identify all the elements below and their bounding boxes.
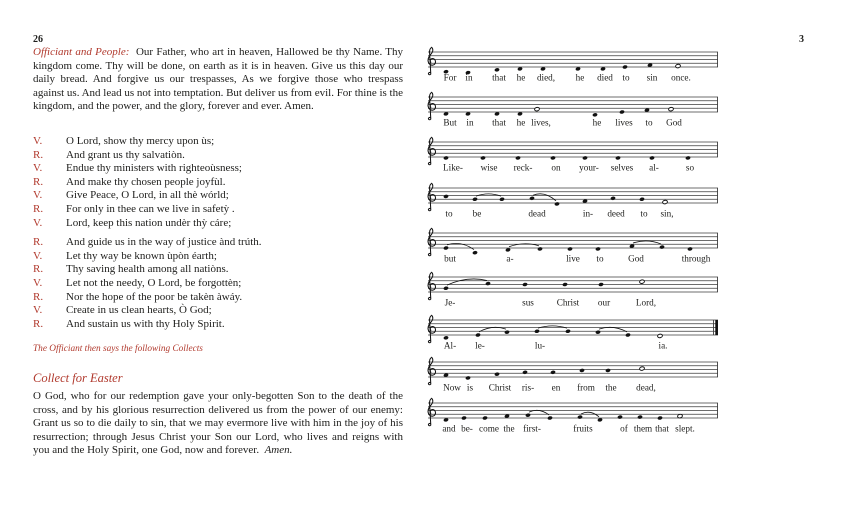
lyric-syllable: God xyxy=(628,253,644,264)
quarter-note xyxy=(443,336,449,341)
chant-staff-3 xyxy=(422,130,722,175)
quarter-note xyxy=(637,415,643,420)
versicle-text: For only in thee can we live in safetỳ . xyxy=(66,202,235,215)
quarter-note xyxy=(619,110,625,115)
treble-clef-icon xyxy=(428,92,436,119)
page-number-left: 26 xyxy=(33,34,43,45)
lyric-syllable: that xyxy=(492,72,506,83)
lyric-syllable: first- xyxy=(523,423,541,434)
lyric-syllable: come xyxy=(479,423,499,434)
slur xyxy=(533,194,556,201)
lyric-syllable: in xyxy=(465,72,473,83)
versicle-speaker: V. xyxy=(33,304,43,317)
lyric-syllable: he xyxy=(516,72,526,83)
versicle-speaker: V. xyxy=(33,276,43,289)
versicle-text: Thy saving health among all natiòns. xyxy=(66,263,229,276)
half-note xyxy=(668,107,674,112)
chant-staff-6 xyxy=(422,265,722,310)
treble-clef-icon xyxy=(428,398,436,425)
versicle-text: And sustain us with thy Holy Spirit. xyxy=(66,317,225,330)
lyric-syllable: le- xyxy=(475,340,485,351)
quarter-note xyxy=(522,370,528,375)
quarter-note xyxy=(550,370,556,375)
lyric-syllable: so xyxy=(685,162,695,173)
lyric-syllable: be xyxy=(472,208,482,219)
quarter-note xyxy=(565,329,571,334)
quarter-note xyxy=(537,247,543,252)
lyric-syllable: and xyxy=(442,423,456,434)
lyric-syllable: God xyxy=(666,117,682,128)
lyric-syllable: he xyxy=(575,72,585,83)
quarter-note xyxy=(598,282,604,287)
quarter-note xyxy=(461,416,467,421)
lyric-syllable: Al- xyxy=(443,340,457,351)
lyric-syllable: is xyxy=(466,382,474,393)
lyric-syllable: the xyxy=(605,382,617,393)
versicle-text: Let thy way be known ùpòn éarth; xyxy=(66,249,217,262)
lyric-syllable: ris- xyxy=(521,382,535,393)
lyric-syllable: deed xyxy=(607,208,625,219)
final-bar-thick xyxy=(715,320,718,335)
collect-title: Collect for Easter xyxy=(33,371,123,385)
lyric-syllable: Christ xyxy=(556,297,580,308)
treble-clef-icon xyxy=(428,357,436,384)
lyric-syllable: sin xyxy=(646,72,658,83)
quarter-note xyxy=(577,415,583,420)
quarter-note xyxy=(562,282,568,287)
chant-staff-1 xyxy=(422,40,722,85)
lyric-syllable: ia. xyxy=(658,340,668,351)
lyric-syllable: that xyxy=(655,423,669,434)
treble-clef-icon xyxy=(428,137,436,164)
versicle-text: And make thy chosen people joyfùl. xyxy=(66,175,226,188)
quarter-note xyxy=(622,65,628,70)
lyric-syllable: your- xyxy=(579,162,599,173)
versicle-text: And grant us thy salvatiòn. xyxy=(66,148,185,161)
versicle-text: Endue thy ministers with righteoùsness; xyxy=(66,162,242,175)
lyric-syllable: on xyxy=(551,162,561,173)
quarter-note xyxy=(547,416,553,421)
lyric-syllable: Lord, xyxy=(635,297,657,308)
quarter-note xyxy=(685,156,691,161)
lyric-syllable: lu- xyxy=(534,340,546,351)
quarter-note xyxy=(605,368,611,373)
lyric-syllable: dead, xyxy=(636,382,656,393)
quarter-note xyxy=(499,197,505,202)
lyric-syllable: slept. xyxy=(675,423,695,434)
half-note xyxy=(639,279,645,284)
versicle-text: Lord, keep this nation undèr thỳ cáre; xyxy=(66,216,232,229)
quarter-note xyxy=(465,376,471,381)
lyric-syllable: dead xyxy=(528,208,546,219)
lyric-syllable: to xyxy=(640,208,648,219)
quarter-note xyxy=(567,247,573,252)
quarter-note xyxy=(687,247,693,252)
chant-staff-4 xyxy=(422,176,722,221)
versicle-text: Give Peace, O Lord, in all thè wórld; xyxy=(66,189,229,202)
quarter-note xyxy=(534,329,540,334)
versicle-speaker: V. xyxy=(33,135,43,147)
lyric-syllable: through xyxy=(681,253,711,264)
half-note xyxy=(675,64,681,69)
versicle-text: Nor the hope of the poor be takèn àwáy. xyxy=(66,290,243,303)
lyric-syllable: For xyxy=(443,72,457,83)
lyric-syllable: Now xyxy=(443,382,461,393)
versicle-speaker: V. xyxy=(33,216,43,229)
versicle-text: Create in us clean hearts, Ò God; xyxy=(66,304,212,317)
lyric-syllable: died, xyxy=(536,72,556,83)
lyric-syllable: but xyxy=(444,253,456,264)
quarter-note xyxy=(472,197,478,202)
treble-clef-icon xyxy=(428,47,436,74)
quarter-note xyxy=(494,68,500,73)
lyric-syllable: en xyxy=(551,382,561,393)
quarter-note xyxy=(482,416,488,421)
treble-clef-icon xyxy=(428,272,436,299)
quarter-note xyxy=(443,156,449,161)
lyric-syllable: a- xyxy=(506,253,514,264)
lyric-syllable: be- xyxy=(461,423,473,434)
versicle-text: Let not the needy, O Lord, be forgottèn; xyxy=(66,276,242,289)
lyric-syllable: once. xyxy=(671,72,691,83)
half-note xyxy=(639,366,645,371)
quarter-note xyxy=(443,246,449,251)
quarter-note xyxy=(595,330,601,335)
quarter-note xyxy=(657,416,663,421)
lyric-syllable: Je- xyxy=(444,297,456,308)
chant-staff-5 xyxy=(422,221,722,266)
quarter-note xyxy=(525,413,531,418)
quarter-note xyxy=(595,247,601,252)
quarter-note xyxy=(639,197,645,202)
officiant-people-lead-in: Officiant and People: xyxy=(33,46,130,58)
treble-clef-icon xyxy=(428,183,436,210)
lyric-syllable: to xyxy=(596,253,604,264)
lyric-syllable: in- xyxy=(582,208,594,219)
lyric-syllable: that xyxy=(492,117,506,128)
lyric-syllable: But xyxy=(443,117,457,128)
collect-body: O God, who for our redemption gave your only-begotten Son to the death of the cross, and by his glorious resurrection delivered us from the power of our enemy: Grant us so to die daily to sin, that we may evermore live with him in the joy of his resurrection; through Jesus Christ your Son our Lord, who lives and reigns with you and the Holy Spirit, one God, now and forever. xyxy=(33,390,403,456)
chant-staff-9 xyxy=(422,391,722,436)
quarter-note xyxy=(494,372,500,377)
lyric-syllable: to xyxy=(622,72,630,83)
lyric-syllable: reck- xyxy=(513,162,533,173)
lyric-syllable: wise xyxy=(480,162,498,173)
lyric-syllable: them xyxy=(633,423,653,434)
lyric-syllable: sin, xyxy=(660,208,674,219)
lords-prayer-text: Our Father, who art in heaven, Hallowed be thy Name. Thy kingdom come. Thy will be done, on earth as it is in heaven. Give us this day our daily bread. And forgive us our trespasses, As we forgive those who trespass against us. And lead us not into temptation. But deliver us from evil. For thine is the kingdom, and the power, and the glory, forever and ever. Amen. xyxy=(33,46,403,112)
half-note xyxy=(657,334,663,339)
quarter-note xyxy=(579,368,585,373)
quarter-note xyxy=(625,333,631,338)
quarter-note xyxy=(443,194,449,199)
lyric-syllable: Christ xyxy=(488,382,512,393)
quarter-note xyxy=(522,282,528,287)
versicle-speaker: R. xyxy=(33,202,44,215)
lyric-syllable: sus xyxy=(522,297,534,308)
quarter-note xyxy=(592,113,598,118)
lyric-syllable: to xyxy=(645,117,653,128)
quarter-note xyxy=(472,250,478,255)
quarter-note xyxy=(582,156,588,161)
quarter-note xyxy=(529,196,535,201)
chant-staff-2 xyxy=(422,85,722,130)
versicle-speaker: V. xyxy=(33,249,43,262)
quarter-note xyxy=(480,156,486,161)
lyric-syllable: died xyxy=(597,72,613,83)
versicle-speaker: R. xyxy=(33,263,44,276)
quarter-note xyxy=(659,245,665,250)
lyric-syllable: live xyxy=(566,253,580,264)
versicle-text: O Lord, show thy mercy upon ùs; xyxy=(66,135,215,147)
quarter-note xyxy=(550,156,556,161)
lyric-syllable: of xyxy=(620,423,628,434)
lyric-syllable: he xyxy=(516,117,526,128)
half-note xyxy=(534,107,540,112)
versicle-speaker: R. xyxy=(33,236,44,249)
quarter-note xyxy=(615,156,621,161)
quarter-note xyxy=(554,202,560,207)
quarter-note xyxy=(443,286,449,291)
versicle-speaker: R. xyxy=(33,148,44,161)
slur xyxy=(633,241,661,244)
quarter-note xyxy=(649,156,655,161)
lyric-syllable: our xyxy=(597,297,611,308)
lyric-syllable: in xyxy=(466,117,474,128)
treble-clef-icon xyxy=(428,228,436,255)
versicle-speaker: R. xyxy=(33,290,44,303)
lyric-syllable: fruits xyxy=(573,423,593,434)
half-note xyxy=(662,200,668,205)
lyric-syllable: Like- xyxy=(443,162,463,173)
treble-clef-icon xyxy=(428,315,436,342)
lyric-syllable: selves xyxy=(610,162,634,173)
quarter-note xyxy=(610,196,616,201)
chant-staff-7 xyxy=(422,308,722,353)
versicle-speaker: V. xyxy=(33,189,43,202)
quarter-note xyxy=(515,156,521,161)
versicle-text: And guide us in the way of justice ànd trúth. xyxy=(66,236,262,249)
versicle-speaker: R. xyxy=(33,175,44,188)
quarter-note xyxy=(617,415,623,420)
lyric-syllable: lives xyxy=(615,117,633,128)
lyric-syllable: lives, xyxy=(531,117,551,128)
collect-amen: Amen. xyxy=(264,444,293,456)
lyric-syllable: al- xyxy=(649,162,659,173)
quarter-note xyxy=(504,330,510,335)
lyric-syllable: to xyxy=(445,208,453,219)
quarter-note xyxy=(485,281,491,286)
lyric-syllable: the xyxy=(503,423,515,434)
versicle-speaker: R. xyxy=(33,317,44,330)
versicle-speaker: V. xyxy=(33,162,43,175)
lyric-syllable: from xyxy=(577,382,595,393)
quarter-note xyxy=(475,333,481,338)
chant-staff-8 xyxy=(422,350,722,395)
collect-rubric: The Officiant then says the following Collects xyxy=(33,344,203,354)
lyric-syllable: he xyxy=(592,117,602,128)
page-number-right: 3 xyxy=(799,34,804,45)
